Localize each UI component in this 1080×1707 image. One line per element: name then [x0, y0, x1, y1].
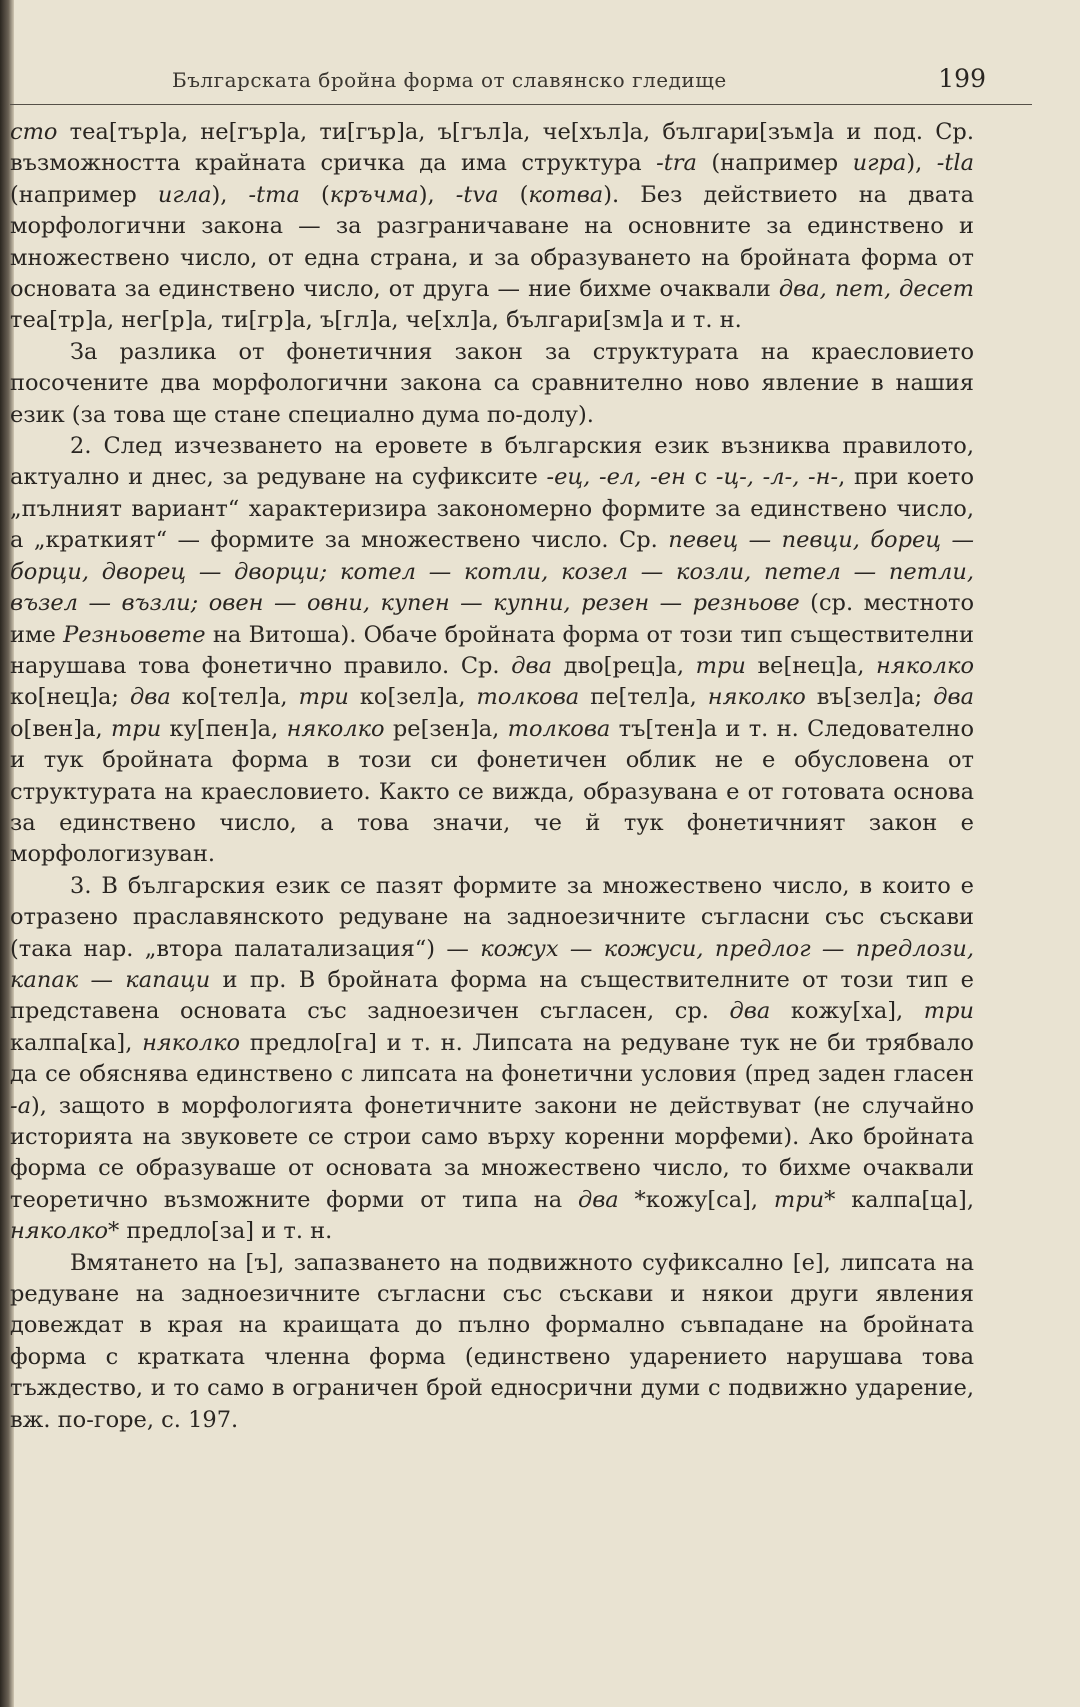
italic-example: игла	[157, 181, 212, 208]
italic-example: кожух — кожуси, предлог — предлози, капак — капаци	[10, 935, 975, 993]
italic-example: -tva	[455, 181, 499, 208]
italic-example: -ц-, -л-, -н-	[715, 464, 839, 491]
italic-example: толкова	[507, 715, 611, 742]
italic-example: няколко	[142, 1029, 241, 1056]
italic-example: -tla	[936, 150, 974, 177]
italic-example: два	[933, 684, 975, 711]
italic-example: два, пет, десет	[778, 276, 974, 303]
italic-example: три	[298, 684, 349, 711]
italic-example: три	[695, 652, 746, 679]
paragraph: Вмятането на [ъ], запазването на подвижното суфиксално [е], липсата на редуване на задноезичните съгласни със съскави и някои други явления довеждат в края на краищата до пълно формално съвпадане на бройната форма с кратката членна форма (единствено ударението нарушава това тъждество, и то само в ограничен брой едносрични думи с подвижно ударение, вж. по-горе, с. 197.	[10, 1249, 974, 1433]
paragraph: За разлика от фонетичния закон за структурата на краесловието посочените два морфологични закона са сравнително ново явление в нашия език (за това ще стане специално дума по-долу).	[10, 338, 974, 428]
body-text	[10, 117, 974, 1436]
book-page	[10, 60, 1032, 1436]
page-number: 199	[938, 64, 986, 93]
italic-example: три	[773, 1186, 825, 1213]
italic-example: певец — певци, борец — борци, дворец — дворци; котел — котли, козел — козли, петел — петли, възел — възли; овен — овни, купен — купни, резен — резньове	[10, 527, 974, 617]
italic-example: сто	[10, 119, 58, 145]
italic-example: два	[511, 652, 552, 679]
italic-example: кръчма	[329, 181, 419, 208]
paragraph: 2. След изчезването на еровете в българския език възниква правилото, актуално и днес, за редуване на суфиксите -ец, -ел, -ен с -ц-, -л-, -н-, при което „пълният вариант“ характеризира закономерно формите за единствено число, а „краткият“ — формите за множествено число. Ср. певец — певци, борец — борци, дворец — дворци; котел — котли, козел — козли, петел — петли, възел — възли; овен — овни, купен — купни, резен — резньове (ср. местното име Резньовете на Витоша). Обаче бройната форма от този тип съществителни нарушава това фонетично правило. Ср. два дво[рец]а, три ве[нец]а, няколко ко[нец]а; два ко[тел]а, три ко[зел]а, толкова пе[тел]а, няколко въ[зел]а; два о[вен]а, три ку[пен]а, няколко ре[зен]а, толкова тъ[тен]а и т. н. Следователно и тук бройната форма в този си фонетичен облик не е обусловена от структурата на краесловието. Както се вижда, образувана е от готовата основа за единствено число, а това значи, че й тук фонетичният закон е морфологизуван.	[10, 433, 975, 868]
italic-example: няколко	[707, 684, 806, 711]
italic-example: няколко	[286, 715, 385, 742]
italic-example: толкова	[476, 684, 580, 711]
italic-example: Резньовете	[63, 621, 206, 648]
running-title: Българската бройна форма от славянско гледище	[172, 68, 727, 92]
running-header	[10, 60, 1032, 105]
italic-example: -tra	[656, 150, 697, 177]
italic-example: -tma	[248, 181, 300, 208]
italic-example: два	[577, 1186, 619, 1213]
paragraph: 3. В българския език се пазят формите за множествено число, в които е отразено праславянското редуване на задноезичните съгласни със съскави (така нар. „втора палатализация“) — кожух — кожуси, предлог — предлози, капак — капаци и пр. В бройната форма на съществителните от този тип е представена основата със задноезичен съгласен, ср. два кожу[ха], три калпа[ка], няколко предло[га] и т. н. Липсата на редуване тук не би трябвало да се обяснява единствено с липсата на фонетични условия (пред заден гласен -а), защото в морфологията фонетичните закони не действуват (не случайно историята на звуковете се строи само върху коренни морфеми). Ако бройната форма се образуваше от основата за множествено число, то бихме очаквали теоретично възможните форми от типа на два *кожу[са], три* калпа[ца], няколко* предло[за] и т. н.	[10, 872, 975, 1245]
italic-example: няколко	[10, 1218, 109, 1245]
italic-example: три	[923, 998, 974, 1025]
paragraph: сто теа[тър]а, не[гър]а, ти[гър]а, ъ[гъл]а, че[хъл]а, българи[зъм]а и под. Ср. възможността крайната сричка да има структура -tra (например игра), -tla (например игла), -tma (кръчма), -tva (котва). Без действието на двата морфологични закона — за разграничаване на основните за единствено и множествено число, от една страна, и за образуването на бройната форма от основата за единствено число, от друга — ние бихме очаквали два, пет, десет теа[тр]а, нег[р]а, ти[гр]а, ъ[гл]а, че[хл]а, българи[зм]а и т. н.	[10, 119, 974, 334]
italic-example: котва	[528, 181, 604, 208]
italic-example: игра	[852, 150, 907, 177]
italic-example: -а	[10, 1092, 32, 1119]
italic-example: два	[129, 684, 171, 711]
italic-example: -ец, -ел, -ен	[546, 464, 686, 491]
italic-example: три	[110, 715, 162, 742]
italic-example: два	[729, 998, 771, 1025]
italic-example: няколко	[875, 652, 974, 679]
